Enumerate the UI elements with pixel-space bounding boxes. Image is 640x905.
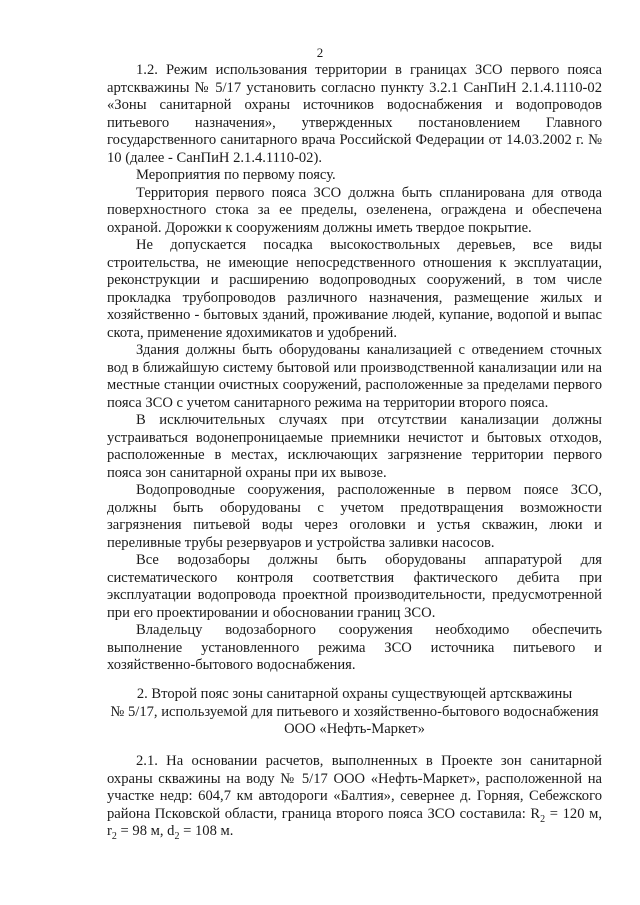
paragraph-prohibitions: Не допускается посадка высокоствольных деревьев, все виды строительства, не имеющие непосредственного отношения к эксплуатации, реконструкции и расширению водопроводных сооружений, в том числе прокладка трубопроводов различного назначения, размещение жилых и хозяйственно - бытовых зданий, проживание людей, купание, водопой и выпас скота, применение ядохимикатов и удобрений. bbox=[107, 237, 602, 341]
section-1-body bbox=[107, 62, 602, 675]
page-number: 2 bbox=[316, 45, 324, 60]
r-value: = 120 м, r bbox=[107, 805, 602, 839]
paragraph-sewerage: Здания должны быть оборудованы канализацией с отведением сточных вод в ближайшую систему бытовой или производственной канализации или на местные станции очистных сооружений, расположенные за пределами первого пояса ЗСО с учетом санитарного режима на территории второго пояса. bbox=[107, 342, 602, 411]
heading-line-2: № 5/17, используемой для питьевого и хозяйственно-бытового водоснабжения bbox=[110, 703, 599, 720]
section-2-body bbox=[107, 753, 602, 841]
paragraph-territory: Территория первого пояса ЗСО должна быть спланирована для отвода поверхностного стока за ее пределы, озеленена, ограждена и обеспечена охраной. Дорожки к сооружениям должны иметь твердое покрытие. bbox=[107, 184, 602, 236]
d-value: = 108 м. bbox=[179, 823, 234, 839]
r2-value: = 98 м, d bbox=[116, 823, 175, 839]
paragraph-water-structures: Водопроводные сооружения, расположенные в первом поясе ЗСО, должны быть оборудованы с учетом предотвращения возможности загрязнения питьевой воды через оголовки и устья скважин, люки и переливные трубы резервуаров и устройства заливки насосов. bbox=[107, 482, 602, 551]
paragraph-exceptional-cases: В исключительных случаях при отсутствии канализации должны устраиваться водонепроницаемые приемники нечистот и бытовых отходов, расположенные в местах, исключающих загрязнение территории первого пояса зон санитарной охраны при их вывозе. bbox=[107, 412, 602, 481]
d-subscript: 2 bbox=[174, 830, 180, 842]
calc-text: 2.1. На основании расчетов, выполненных в Проекте зон санитарной охраны скважины на воду № 5/17 ООО «Нефть-Маркет», расположенной на участке недр: 604,7 км автодороги «Балтия», севернее д. Горняя, Себежского района Псковской области, граница второго пояса ЗСО составила: R bbox=[107, 753, 602, 822]
heading-line-1: 2. Второй пояс зоны санитарной охраны существующей артскважины bbox=[136, 686, 573, 702]
heading-line-3: ООО «Нефть-Маркет» bbox=[284, 721, 425, 737]
paragraph-owner-duty: Владельцу водозаборного сооружения необходимо обеспечить выполнение установленного режима ЗСО источника питьевого и хозяйственно-бытового водоснабжения. bbox=[107, 622, 602, 673]
paragraph-measures-title: Мероприятия по первому поясу. bbox=[136, 167, 336, 183]
section-2-heading bbox=[107, 686, 602, 739]
r2-subscript: 2 bbox=[111, 830, 117, 842]
paragraph-1-2-regime: 1.2. Режим использования территории в границах ЗСО первого пояса артскважины № 5/17 установить согласно пункту 3.2.1 СанПиН 2.1.4.1110-02 «Зоны санитарной охраны источников водоснабжения и водопроводов питьевого назначения», утвержденных постановлением Главного государственного санитарного врача Российской Федерации от 14.03.2002 г. № 10 (далее - СанПиН 2.1.4.1110-02). bbox=[107, 62, 602, 166]
paragraph-water-intakes: Все водозаборы должны быть оборудованы аппаратурой для систематического контроля соответствия фактического дебита при эксплуатации водопровода проектной производительности, предусмотренной при его проектировании и обосновании границ ЗСО. bbox=[107, 552, 602, 621]
r-subscript: 2 bbox=[540, 813, 546, 825]
paragraph-2-1-calculations bbox=[107, 753, 602, 841]
